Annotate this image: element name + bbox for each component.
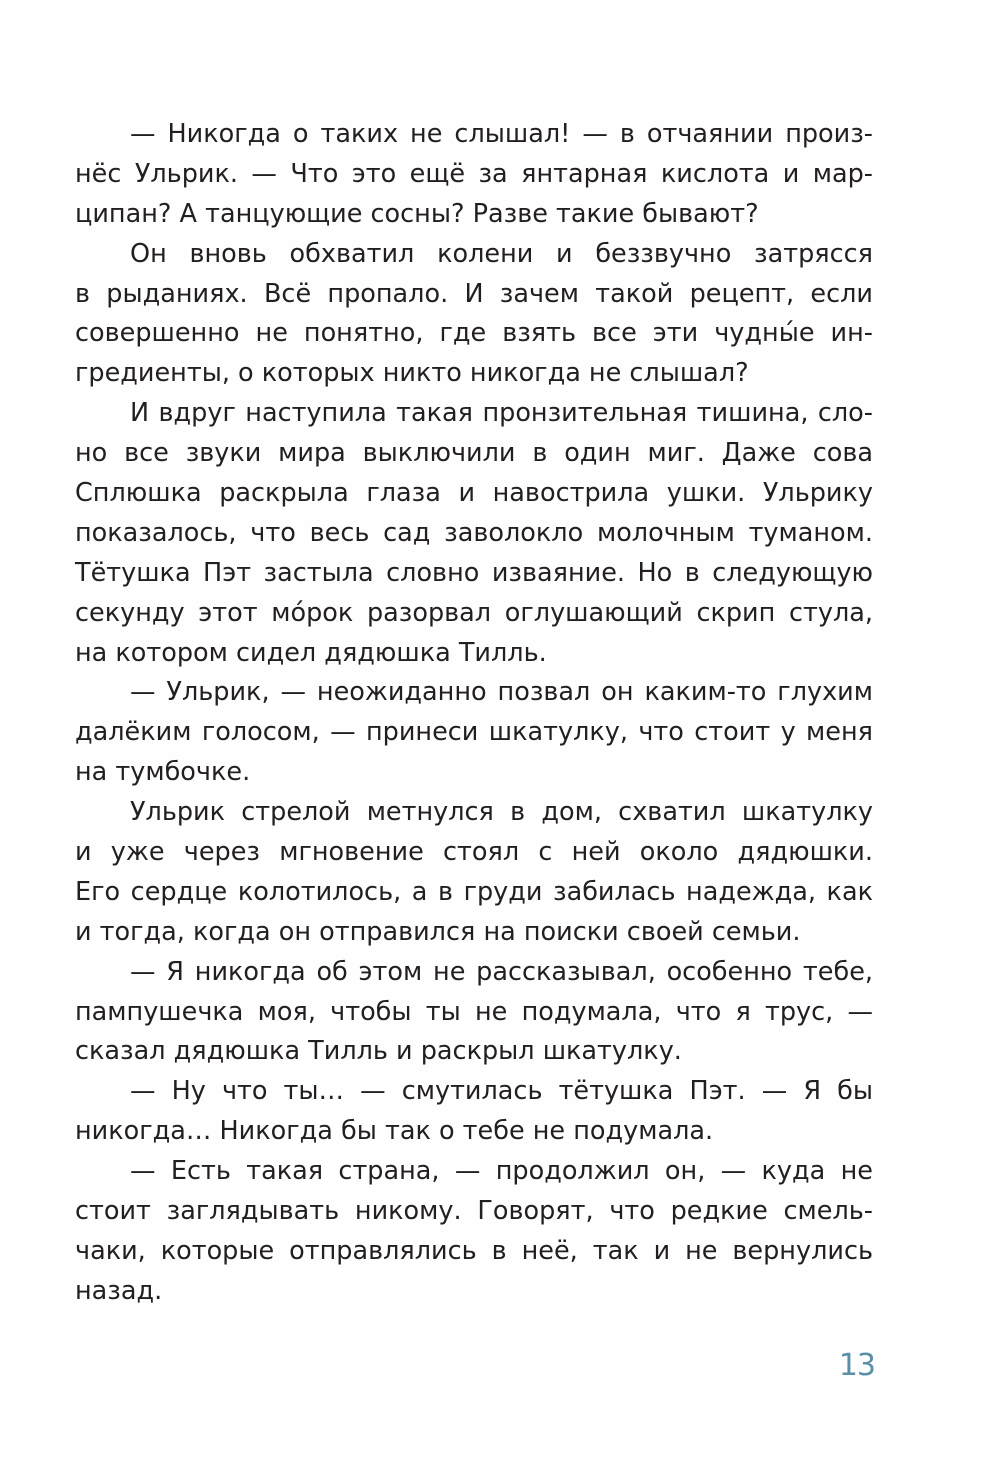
text-line: совершенно не понятно, где взять все эти чудны́е ин- — [75, 318, 873, 349]
page-number: 13 — [838, 1348, 875, 1383]
text-line: — Есть такая страна, — продолжил он, — куда не — [130, 1156, 873, 1187]
text-line: ципан? А танцующие сосны? Разве такие бывают? — [75, 198, 759, 229]
text-line: далёким голосом, — принеси шкатулку, что стоит у меня — [75, 717, 873, 748]
text-line: — Ульрик, — неожиданно позвал он каким-то глухим — [130, 677, 873, 708]
paragraph — [75, 235, 873, 395]
text-line: и тогда, когда он отправился на поиски своей семьи. — [75, 916, 801, 947]
paragraph — [75, 1152, 873, 1312]
text-line: — Я никогда об этом не рассказывал, особенно тебе, — [130, 956, 873, 987]
text-line: на котором сидел дядюшка Тилль. — [75, 637, 547, 668]
text-line: стоит заглядывать никому. Говорят, что редкие смель- — [75, 1196, 873, 1227]
text-line: но все звуки мира выключили в один миг. Даже сова — [75, 438, 873, 469]
paragraph — [75, 1072, 873, 1152]
body-text — [75, 115, 873, 1312]
text-line: нёс Ульрик. — Что это ещё за янтарная кислота и мар- — [75, 158, 873, 189]
text-line: Сплюшка раскрыла глаза и навострила ушки. Ульрику — [75, 478, 873, 509]
text-line: никогда… Никогда бы так о тебе не подумала. — [75, 1116, 714, 1147]
text-line: чаки, которые отправлялись в неё, так и не вернулись — [75, 1235, 873, 1266]
text-line: Ульрик стрелой метнулся в дом, схватил шкатулку — [130, 797, 873, 828]
text-line: на тумбочке. — [75, 757, 251, 788]
paragraph — [75, 394, 873, 673]
paragraph — [75, 953, 873, 1073]
text-line: показалось, что весь сад заволокло молочным туманом. — [75, 517, 873, 548]
text-line: — Ну что ты… — смутилась тётушка Пэт. — Я бы — [130, 1076, 873, 1107]
text-line: и уже через мгновение стоял с ней около дядюшки. — [75, 837, 873, 868]
text-line: секунду этот мо́рок разорвал оглушающий скрип стула, — [75, 597, 873, 628]
paragraph — [75, 673, 873, 793]
text-line: назад. — [75, 1275, 163, 1306]
paragraph — [75, 793, 873, 953]
text-line: Его сердце колотилось, а в груди забилась надежда, как — [75, 876, 873, 907]
text-line: в рыданиях. Всё пропало. И зачем такой рецепт, если — [75, 278, 873, 309]
text-line: Он вновь обхватил колени и беззвучно затрясся — [130, 238, 873, 269]
text-line: сказал дядюшка Тилль и раскрыл шкатулку. — [75, 1036, 682, 1067]
text-line: гредиенты, о которых никто никогда не слышал? — [75, 358, 749, 389]
text-line: — Никогда о таких не слышал! — в отчаянии произ- — [130, 119, 873, 149]
paragraph — [75, 115, 873, 235]
text-line: пампушечка моя, чтобы ты не подумала, что я трус, — — [75, 996, 873, 1027]
text-line: Тётушка Пэт застыла словно изваяние. Но в следующую — [75, 557, 873, 588]
text-line: И вдруг наступила такая пронзительная тишина, сло- — [130, 398, 873, 429]
